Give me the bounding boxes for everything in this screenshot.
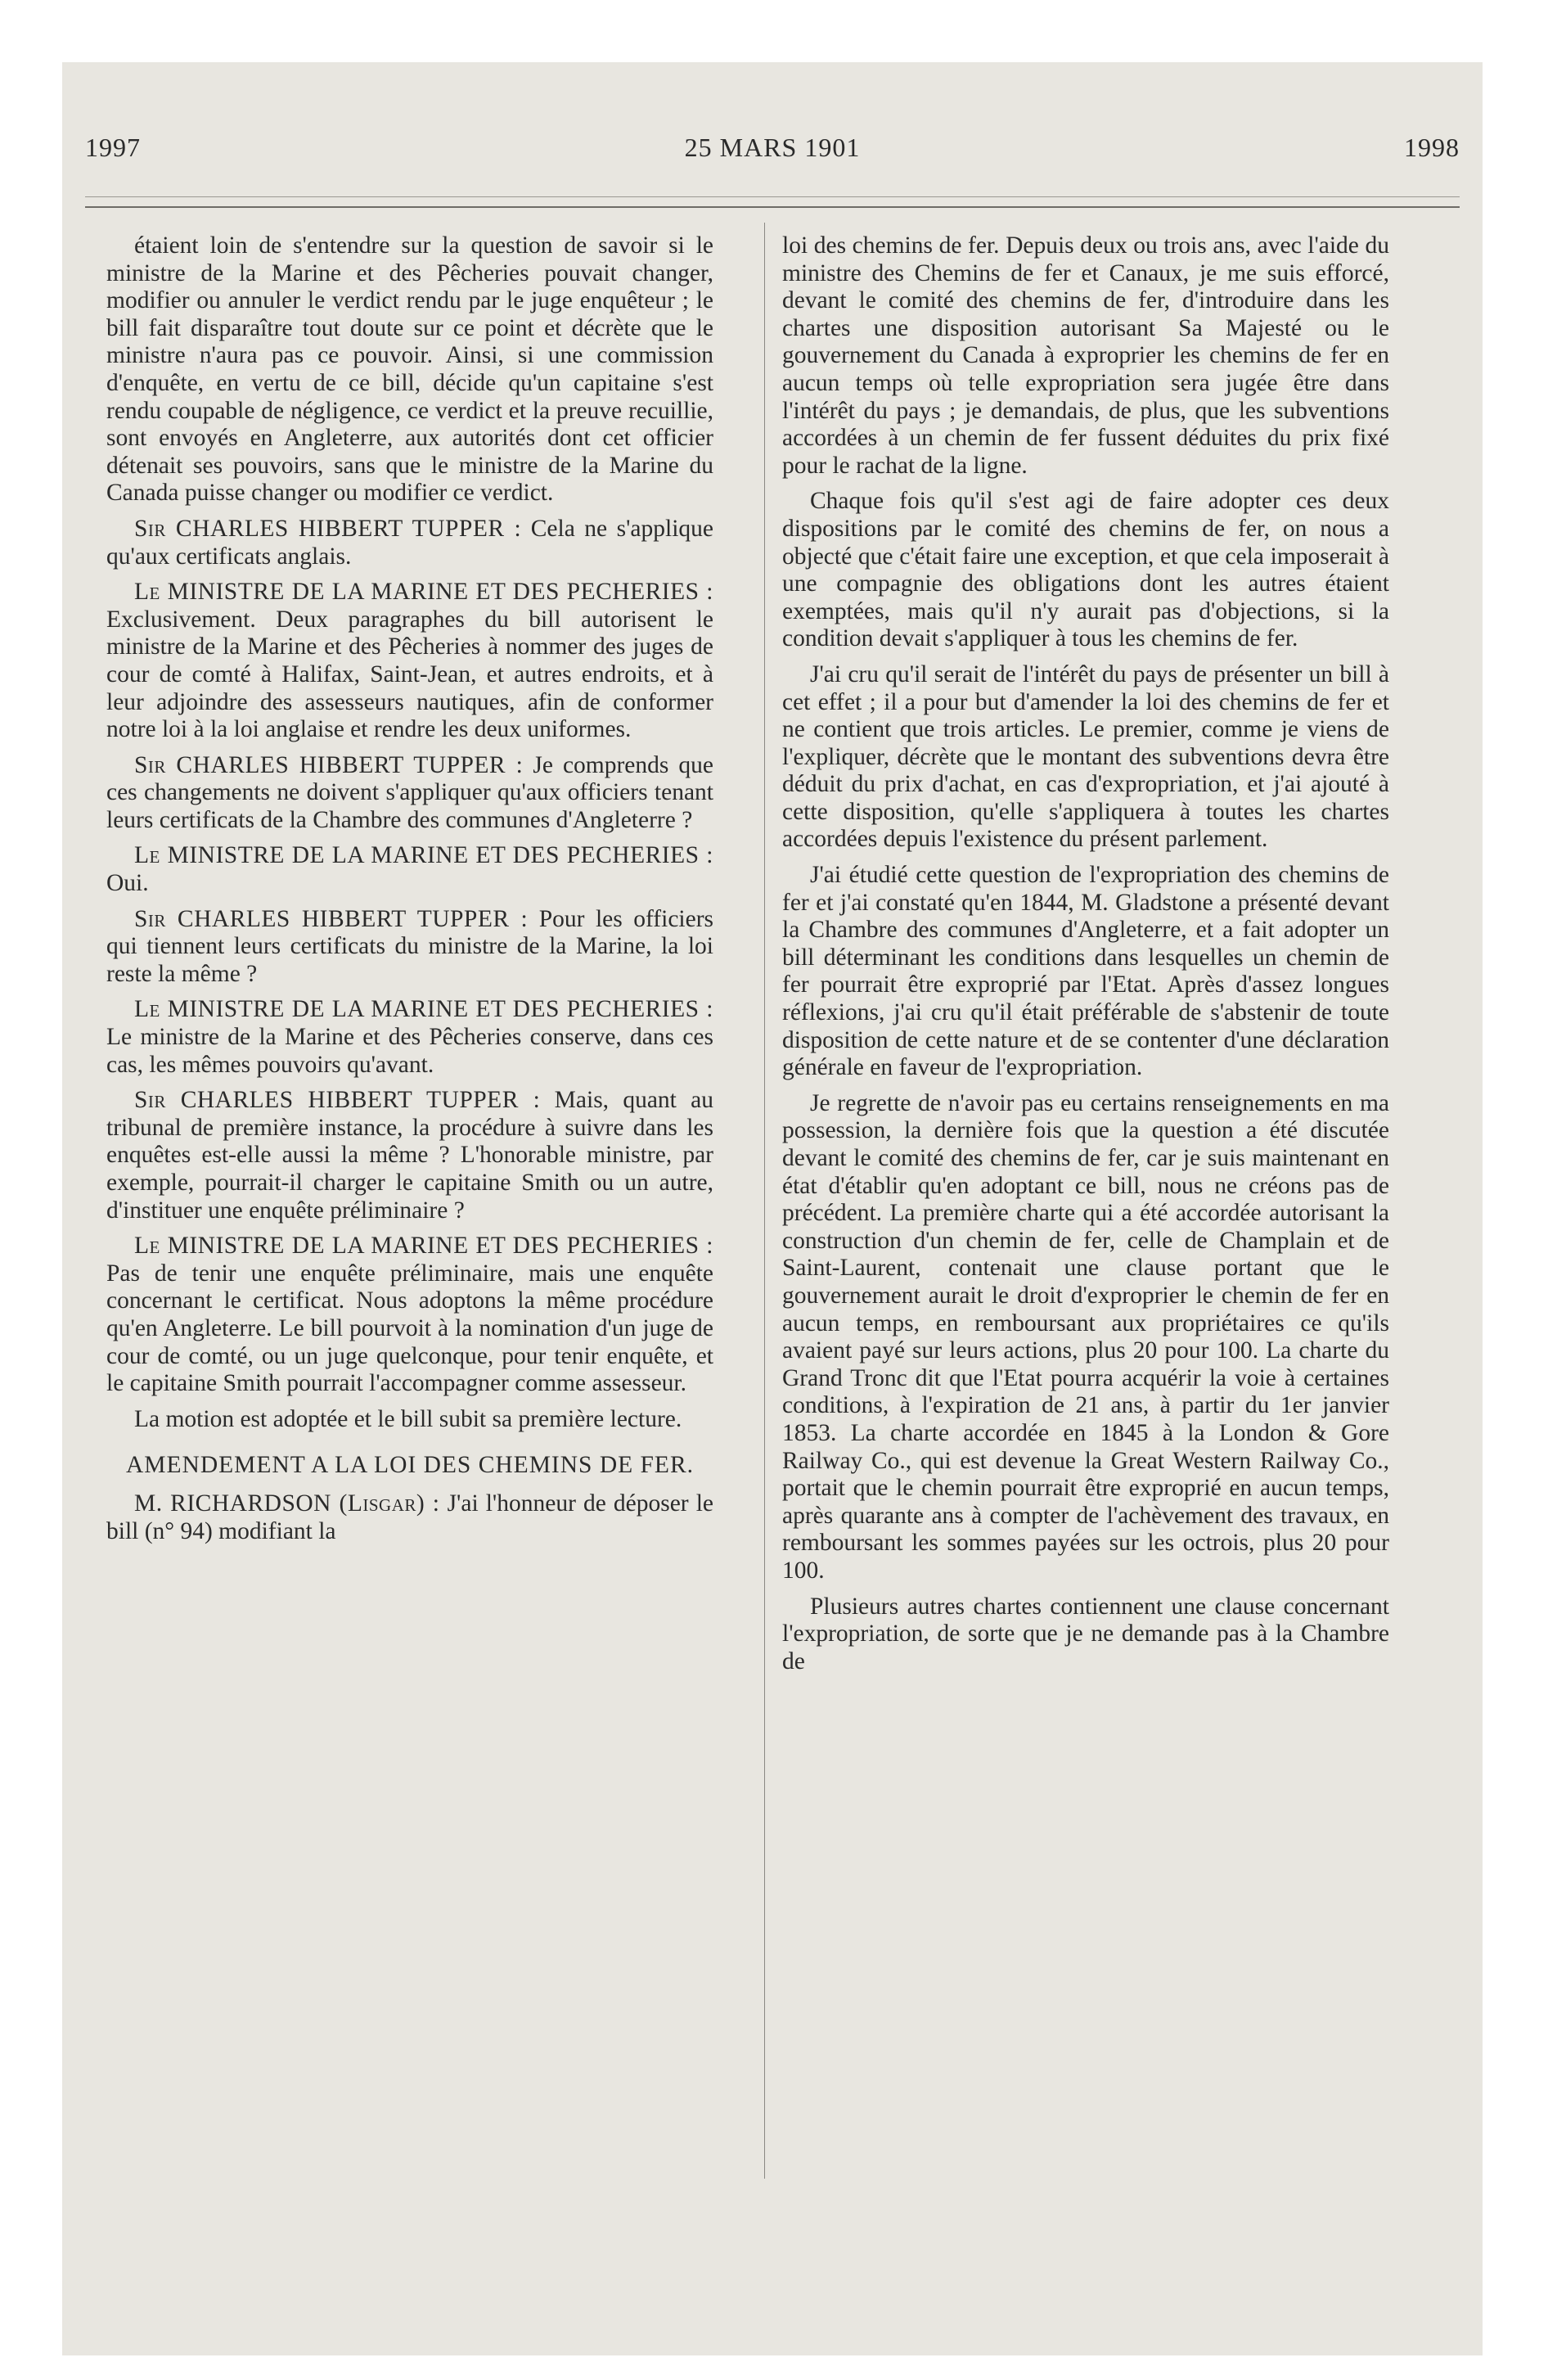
paragraph-text: Je regrette de n'avoir pas eu certains renseignements en ma possession, la dernière fois que la question a été discutée devant le comité des chemins de fer, car je suis maintenant en état d'établir qu'en adoptant ce bill, nous ne créons pas de précédent. La première charte qui a été accordée autorisant la construction d'un chemin de fer, celle de Champlain et de Saint-Laurent, contenait une clause portant que le gouvernement aurait le droit d'exproprier le chemin de fer en aucun temps, en remboursant aux propriétaires ce qu'ils avaient payé sur leurs actions, plus 20 pour 100. La charte du Grand Tronc dit que l'Etat pourra acquérir la voie à certaines conditions, à l'expiration de 21 ans, à partir du 1er janvier 1853. La charte accordée en 1845 à la London & Gore Railway Co., qui est devenue la Great Western Railway Co., portait que le chemin pourrait être exproprié en aucun temps, après quarante ans à compter de l'achèvement des travaux, en remboursant les sommes payées sur les octrois, plus 20 pour 100. [782, 1089, 1389, 1584]
paragraph [782, 1593, 1389, 1676]
speaker-name: Sir CHARLES HIBBERT TUPPER : [134, 905, 529, 932]
page-header [85, 133, 1460, 174]
paragraph [782, 862, 1389, 1082]
paragraph-text: Oui. [106, 870, 149, 897]
left-column [106, 232, 713, 1554]
paragraph-text: loi des chemins de fer. Depuis deux ou trois ans, avec l'aide du ministre des Chemins de fer et Canaux, je me suis efforcé, devant le comité des chemins de fer, d'introduire dans les chartes une disposition autorisant Sa Majesté ou le gouvernement du Canada à exproprier les chemins de fer en aucun temps où telle expropriation sera jugée être dans l'intérêt du pays ; je demandais, de plus, que les subventions accordées à un chemin de fer fussent déduites du prix fixé pour le rachat de la ligne. [782, 232, 1389, 479]
paragraph [782, 232, 1389, 480]
document-page [62, 62, 1483, 2355]
speech-paragraph [106, 1087, 713, 1224]
paragraph [782, 661, 1389, 854]
paragraph-text: Mais, quant au tribunal de première instance, la procédure à suivre dans les enquêtes est-elle aussi la même ? L'honorable ministre, par exemple, pourrait-il charger le capitaine Smith ou un autre, d'instituer une enquête préliminaire ? [106, 1087, 714, 1224]
paragraph [106, 232, 713, 507]
paragraph-text: Exclusivement. Deux paragraphes du bill autorisent le ministre de la Marine et des Pêcheries à nommer des juges de cour de comté à Halifax, Saint-Jean, et autres endroits, et à leur adjoindre des assesseurs nautiques, afin de conformer notre loi à la loi anglaise et rendre les deux uniformes. [106, 606, 713, 743]
paragraph-text: Pour les officiers qui tiennent leurs certificats du ministre de la Marine, la loi reste la même ? [106, 905, 714, 987]
paragraph-text: La motion est adoptée et le bill subit sa première lecture. [134, 1405, 682, 1432]
section-heading: AMENDEMENT A LA LOI DES CHEMINS DE FER. [125, 1452, 695, 1479]
column-divider [764, 223, 765, 2179]
speaker-name: Sir CHARLES HIBBERT TUPPER : [134, 751, 524, 778]
speaker-name: Le MINISTRE DE LA MARINE ET DES PECHERIES : [134, 842, 713, 869]
header-date: 25 MARS 1901 [684, 133, 861, 162]
paragraph [782, 1090, 1389, 1585]
paragraph-text: J'ai cru qu'il serait de l'intérêt du pays de présenter un bill à cet effet ; il a pour but d'amender la loi des chemins de fer et ne contient que trois articles. Le premier, comme je viens de l'expliquer, décrète que le montant des subventions devra être déduit du prix d'achat, en cas d'expropriation, et j'ai ajouté à cette disposition, qu'elle s'appliquera à toutes les chartes accordées depuis l'existence du présent parlement. [782, 660, 1389, 853]
speech-paragraph [106, 842, 713, 897]
speech-paragraph [106, 996, 713, 1079]
speaker-name: M. RICHARDSON (Lisgar) : [134, 1490, 440, 1517]
paragraph-text: Plusieurs autres chartes contiennent une clause concernant l'expropriation, de sorte que je ne demande pas à la Chambre de [782, 1593, 1389, 1675]
paragraph-text: Le ministre de la Marine et des Pêcheries conserve, dans ces cas, les mêmes pouvoirs qu'avant. [106, 1024, 713, 1078]
paragraph-text: étaient loin de s'entendre sur la question de savoir si le ministre de la Marine et des Pêcheries pouvait changer, modifier ou annuler le verdict rendu par le juge enquêteur ; le bill fait disparaître tout doute sur ce point et décrète que le ministre n'aura pas ce pouvoir. Ainsi, si une commission d'enquête, en vertu de ce bill, décide qu'un capitaine s'est rendu coupable de négligence, ce verdict et la preuve recuillie, sont envoyés en Angleterre, aux autorités dont cet officier détenait ses pouvoirs, sans que le ministre de la Marine du Canada puisse changer ou modifier ce verdict. [106, 232, 713, 507]
paragraph-text: Cela ne s'applique qu'aux certificats anglais. [106, 515, 714, 570]
speech-paragraph [106, 1490, 713, 1545]
paragraph [782, 488, 1389, 653]
right-column [782, 232, 1389, 1684]
speech-paragraph [106, 516, 713, 570]
paragraph-text: Pas de tenir une enquête préliminaire, mais une enquête concernant le certificat. Nous adoptons la même procédure qu'en Angleterre. Le bill pourvoit à la nomination d'un juge de cour de comté, ou un juge quelconque, pour tenir enquête, et le capitaine Smith pourrait l'accompagner comme assesseur. [106, 1260, 713, 1397]
paragraph [106, 1406, 713, 1434]
speaker-name: Sir CHARLES HIBBERT TUPPER : [134, 515, 522, 542]
paragraph-text: Je comprends que ces changements ne doivent s'appliquer qu'aux officiers tenant leurs certificats de la Chambre des communes d'Angleterre ? [106, 751, 714, 833]
speech-paragraph [106, 579, 713, 744]
speaker-name: Le MINISTRE DE LA MARINE ET DES PECHERIES : [134, 579, 713, 606]
speaker-name: Le MINISTRE DE LA MARINE ET DES PECHERIES : [134, 996, 713, 1023]
right-page-number: 1998 [1404, 133, 1460, 162]
speech-paragraph [106, 752, 713, 835]
speech-paragraph [106, 906, 713, 989]
paragraph-text: J'ai étudié cette question de l'expropriation des chemins de fer et j'ai constaté qu'en 1844, M. Gladstone a présenté devant la Chambre des communes d'Angleterre, et a fait adopter un bill déterminant les conditions dans lesquelles un chemin de fer pourrait être exproprié par l'Etat. Après d'assez longues réflexions, j'ai cru qu'il était préférable de s'abstenir de toute disposition de cette nature et de se contenter d'une déclaration générale en faveur de l'expropriation. [782, 862, 1389, 1081]
speaker-name: Le MINISTRE DE LA MARINE ET DES PECHERIES : [134, 1233, 713, 1260]
header-rule-thick [85, 206, 1460, 208]
speech-paragraph [106, 1233, 713, 1398]
left-page-number: 1997 [85, 133, 141, 162]
header-rule-thin [85, 196, 1460, 197]
paragraph-text: Chaque fois qu'il s'est agi de faire adopter ces deux dispositions par le comité des chemins de fer, on nous a objecté que c'était faire une exception, et que cela imposerait à une compagnie des obligations dont les autres étaient exemptées, mais qu'il n'y aurait pas d'objections, si la condition devait s'appliquer à tous les chemins de fer. [782, 488, 1389, 652]
paragraph-text: J'ai l'honneur de déposer le bill (n° 94) modifiant la [106, 1490, 713, 1544]
speaker-name: Sir CHARLES HIBBERT TUPPER : [134, 1087, 541, 1114]
